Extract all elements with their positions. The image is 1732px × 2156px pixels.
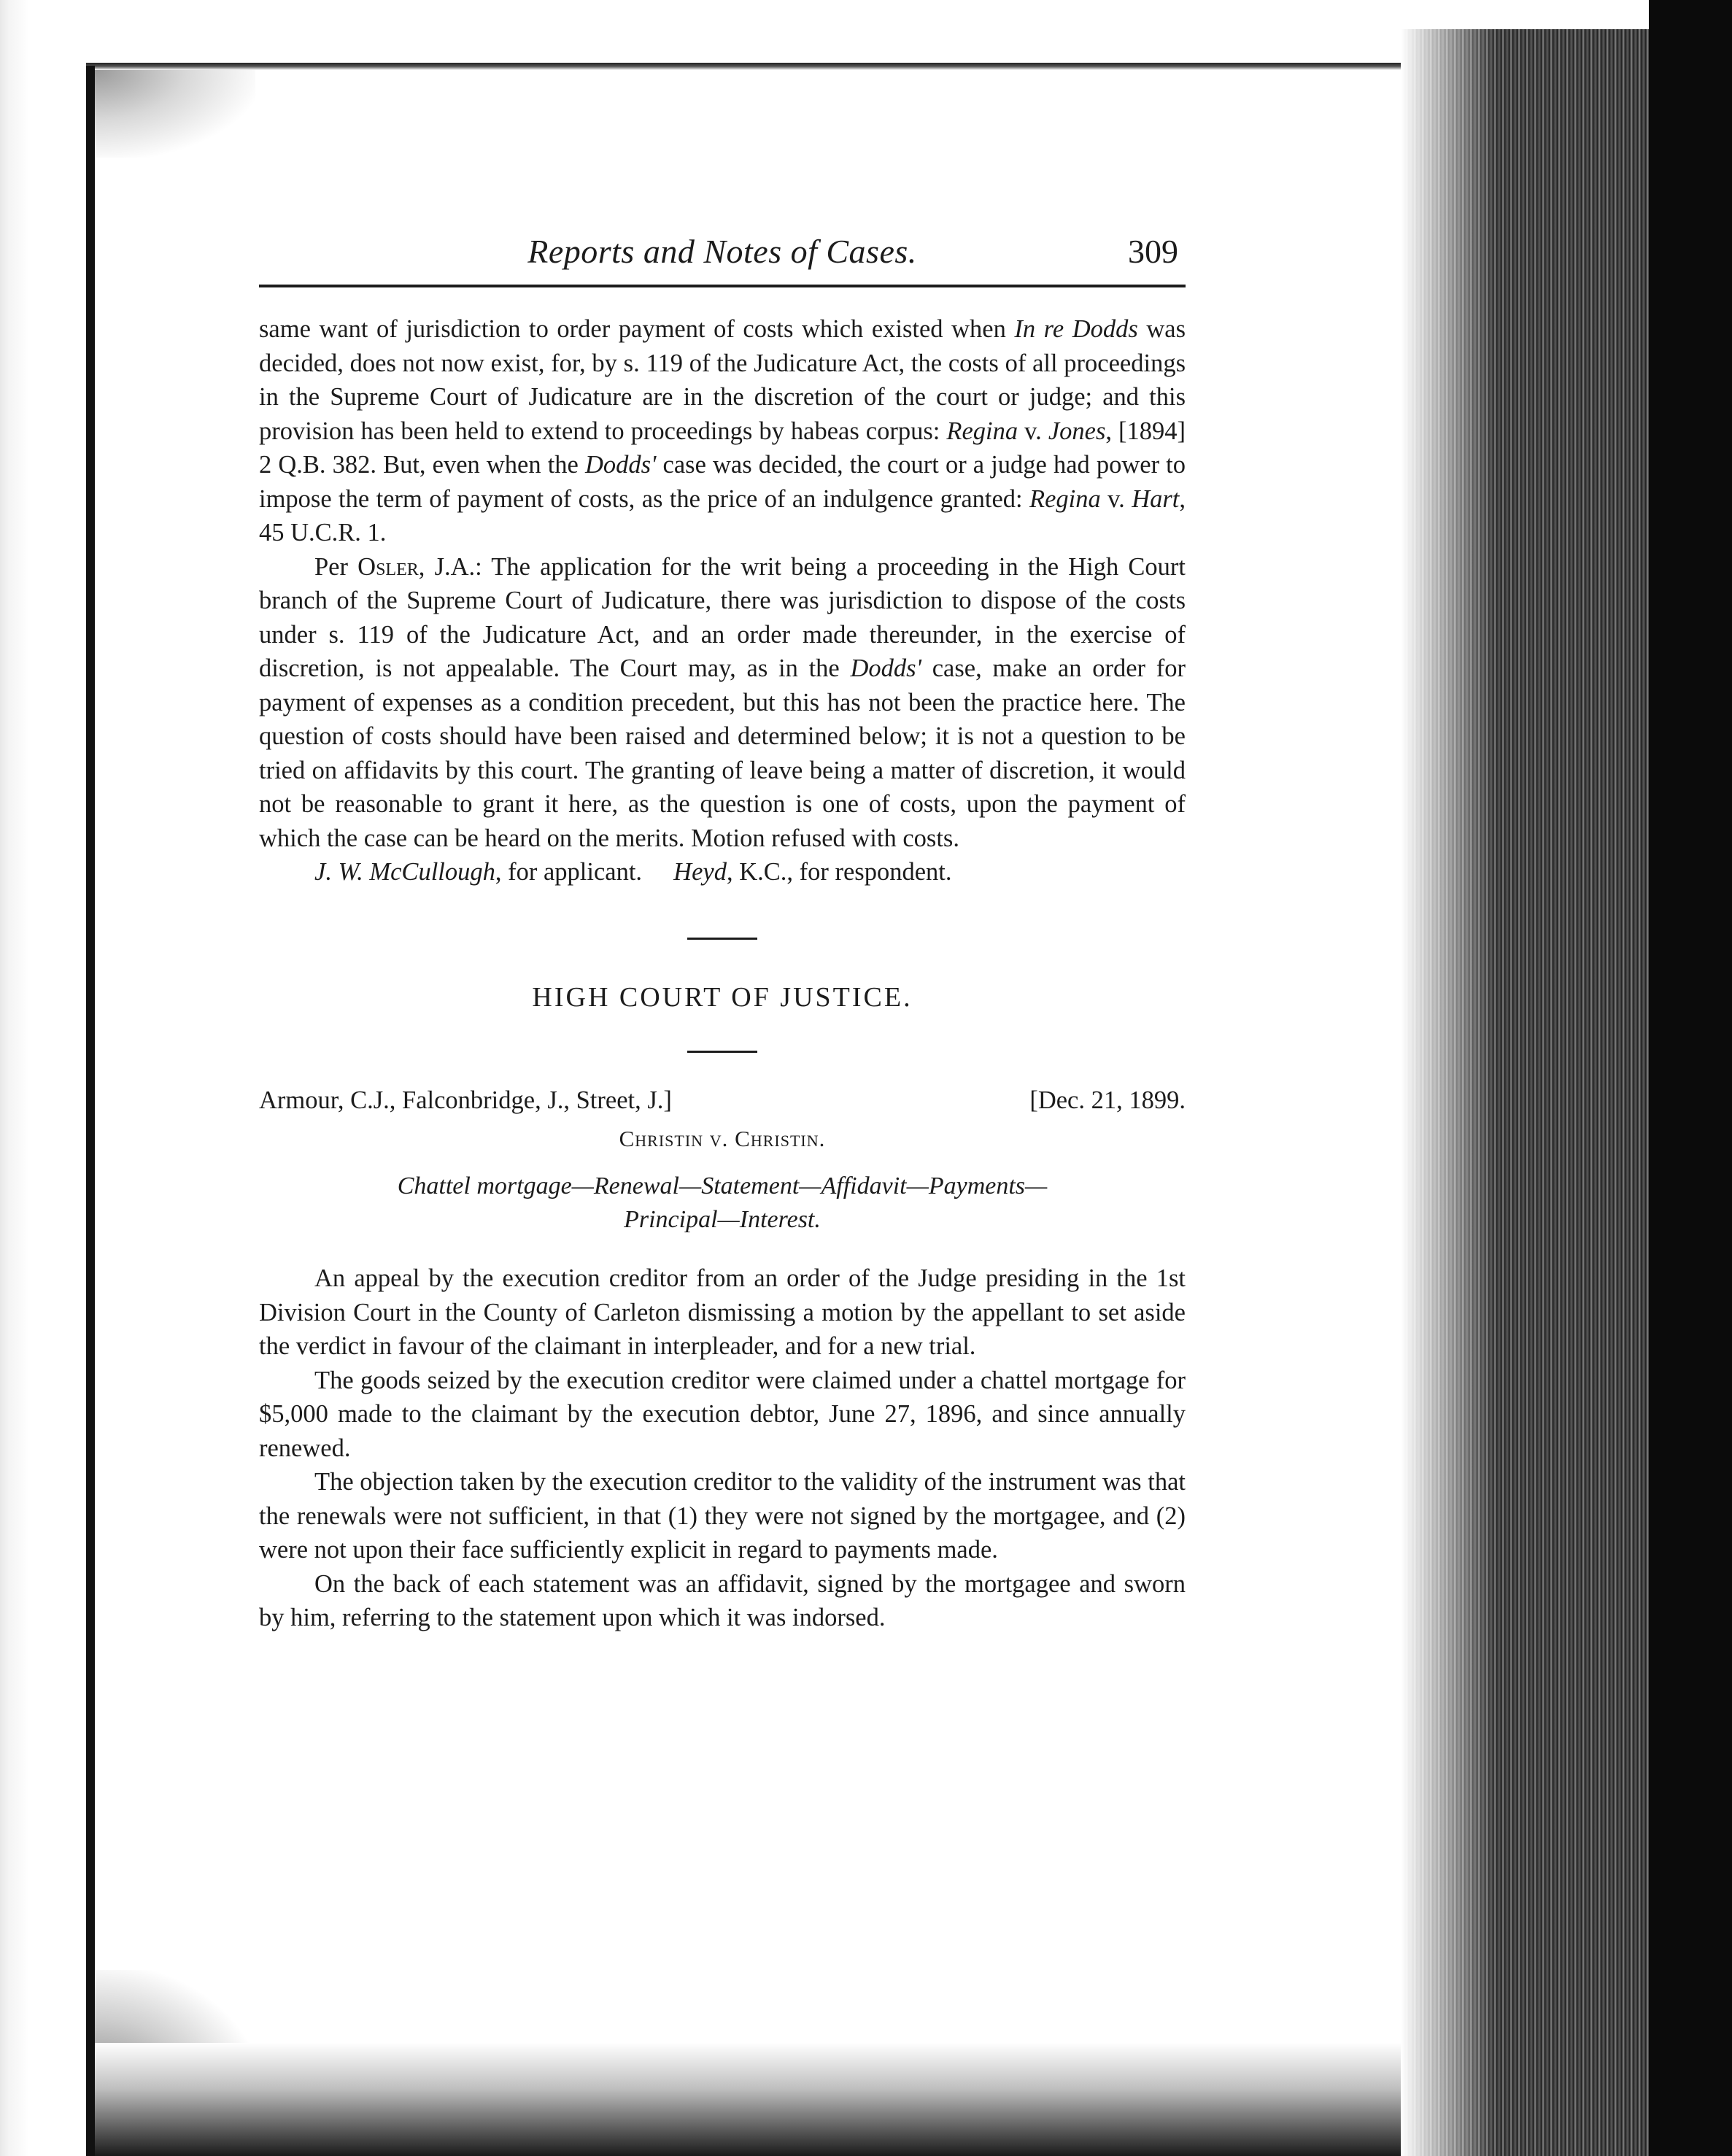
counsel-line: J. W. McCullough, for applicant. Heyd, K.C., for respondent. xyxy=(314,858,952,886)
court-heading: HIGH COURT OF JUSTICE. xyxy=(532,981,913,1013)
paragraph-affidavit: On the back of each statement was an affidavit, signed by the mortgagee and sworn by him, referring to the statement upon which it was indorsed. xyxy=(259,1569,1186,1631)
case-name: Christin v. Christin. xyxy=(619,1126,826,1151)
section-divider xyxy=(687,1051,757,1053)
scan-bottom-shadow xyxy=(95,2043,1437,2156)
scan-top-edge xyxy=(86,63,1436,70)
header-rule xyxy=(259,285,1186,287)
page-header xyxy=(259,226,1186,285)
paragraph-continuation: same want of jurisdiction to order payment of costs which existed when In re Dodds was decided, does not now exist, for, by s. 119 of the Judicature Act, the costs of all proceedings in the Supreme Court of Judicature are in the discretion of the court or judge; and this provision has been held to extend to proceedings by habeas corpus: Regina v. Jones, [1894] 2 Q.B. 382. But, even when the Dodds' case was decided, the court or a judge had power to impose the term of payment of costs, as the price of an indulgence granted: Regina v. Hart, 45 U.C.R. 1. xyxy=(259,315,1186,546)
paragraph-osler: Per Osler, J.A.: The application for the writ being a proceeding in the High Court branch of the Supreme Court of Judicature, there was jurisdiction to dispose of the costs under s. 119 of the Judicature Act, and an order made thereunder, in the exercise of discretion, is not appealable. The Court may, as in the Dodds' case, make an order for payment of expenses as a condition precedent, but this has not been the practice here. The question of costs should have been raised and determined below; it is not a question to be tried on affidavits by this court. The granting of leave being a matter of discretion, it would not be reasonable to grant it here, as the question is one of costs, upon the payment of which the case can be heard on the merits. Motion refused with costs. xyxy=(259,552,1186,852)
scan-right-border xyxy=(1649,0,1732,2156)
catchwords-line: Chattel mortgage—Renewal—Statement—Affidavit—Payments— xyxy=(397,1172,1048,1199)
book-page-stack-fade xyxy=(1401,29,1496,2156)
page-number: 309 xyxy=(1128,233,1178,270)
bench-date: [Dec. 21, 1899. xyxy=(1029,1086,1186,1114)
bench-line xyxy=(259,1086,1186,1123)
bench-judges: Armour, C.J., Falconbridge, J., Street, J.] xyxy=(259,1086,672,1114)
paragraph-appeal: An appeal by the execution creditor from an order of the Judge presiding in the 1st Division Court in the County of Carleton dismissing a motion by the appellant to set aside the verdict in favour of the claimant in interpleader, and for a new trial. xyxy=(259,1264,1186,1360)
running-title: Reports and Notes of Cases. xyxy=(527,233,917,270)
scan-corner-shadow xyxy=(95,70,255,158)
book-gutter-edge xyxy=(86,66,95,2156)
section-divider xyxy=(687,938,757,940)
book-page xyxy=(259,226,1186,1635)
paragraph-objection: The objection taken by the execution creditor to the validity of the instrument was that the renewals were not sufficient, in that (1) they were not signed by the mortgagee, and (2) were not upon their face sufficiently explicit in regard to payments made. xyxy=(259,1468,1186,1564)
paragraph-goods: The goods seized by the execution creditor were claimed under a chattel mortgage for $5,000 made to the claimant by the execution debtor, June 27, 1896, and since annually renewed. xyxy=(259,1366,1186,1462)
catchwords xyxy=(259,1170,1186,1237)
catchwords-line: Principal—Interest. xyxy=(624,1206,821,1233)
